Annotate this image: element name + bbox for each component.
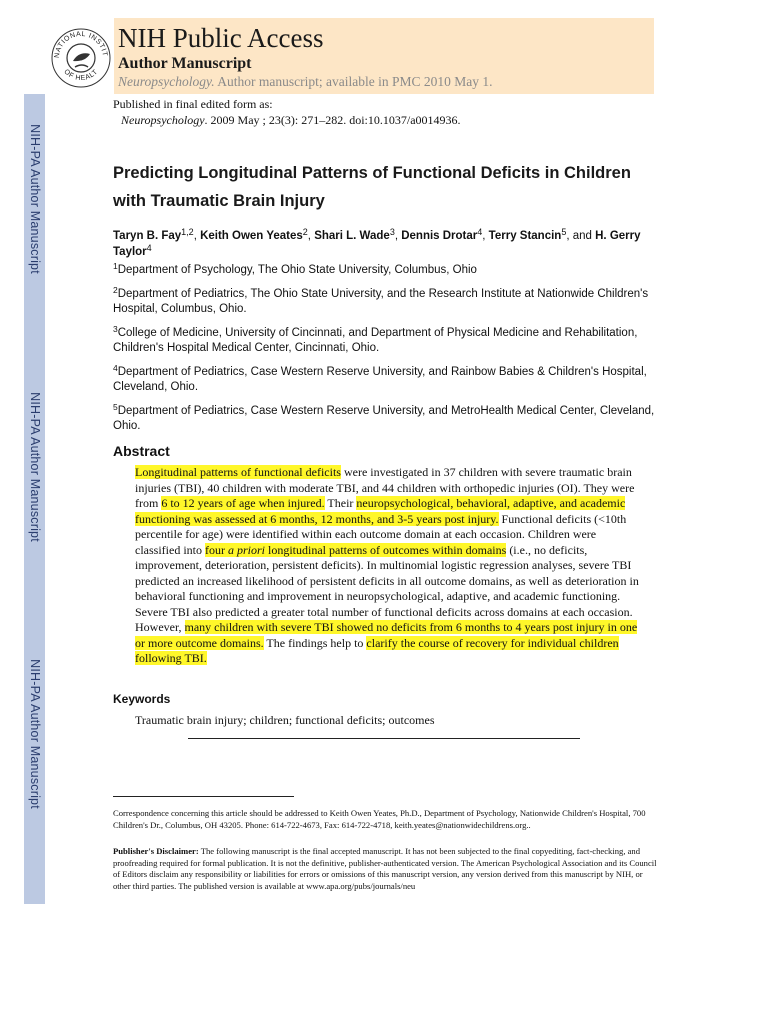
footnote-divider	[113, 796, 294, 797]
affiliations	[113, 263, 673, 443]
publisher-disclaimer: Publisher's Disclaimer: The following manuscript is the final accepted manuscript. It has not been subjected to the final copyediting, fact-checking, and proofreading required for formal publication. It is not the definitive, publisher-authenticated version. The American Psychological Association and its Council of Editors disclaim any responsibility or liabilities for errors or omissions of this manuscript version, any version derived from this manuscript by NIH, or other third parties. The published version is available at www.apa.org/pubs/journals/neu	[113, 846, 657, 891]
abstract-text: Longitudinal patterns of functional deficits were investigated in 37 children with severe traumatic brain injuries (TBI), 40 children with moderate TBI, and 44 children with orthopedic injuries (OI). They were from 6 to 12 years of age when injured. Their neuropsychological, behavioral, adaptive, and academic functioning was assessed at 6 months, 12 months, and 3-5 years post injury. Functional deficits (<10th percentile for age) were identified within each outcome domain at each occasion. Children were classified into four a priori longitudinal patterns of outcomes within domains (i.e., no deficits, improvement, deterioration, persistent deficits). In multinomial logistic regression analyses, severe TBI predicted an increased likelihood of persistent deficits in all outcome domains, as well as deterioration in behavioral functioning and improvement in neuropsychological, adaptive, and academic functioning. Severe TBI also predicted a greater total number of functional deficits across domains at each occasion. However, many children with severe TBI showed no deficits from 6 months to 4 years post injury in one or more outcome domains. The findings help to clarify the course of recovery for individual children following TBI.	[135, 465, 639, 665]
header-subtitle: Author Manuscript	[118, 55, 252, 72]
sidebar-label: NIH-PA Author Manuscript	[27, 392, 42, 542]
sidebar-label: NIH-PA Author Manuscript	[27, 659, 42, 809]
section-divider	[188, 738, 580, 739]
highlight: 6 to 12 years of age when injured.	[161, 496, 325, 510]
highlight: Longitudinal patterns of functional deficits	[135, 465, 341, 479]
logo-text-top: NATIONAL INSTIT	[53, 30, 109, 59]
affiliation: $^2$Department of Pediatrics, The Ohio State University, and the Research Institute at Nationwide Children's Hospital, Columbus, Ohio.	[113, 284, 649, 315]
highlight: many children with severe TBI showed no deficits from 6 months to 4 years post injury in one or more outcome domains.	[135, 620, 638, 650]
header-note: Neuropsychology. Author manuscript; available in PMC 2010 May 1.	[118, 74, 493, 89]
keywords-heading: Keywords	[113, 692, 171, 706]
affiliation: $^4$Department of Pediatrics, Case Western Reserve University, and Rainbow Babies & Children's Hospital, Cleveland, Ohio.	[113, 362, 647, 393]
nih-sidebar	[24, 94, 45, 904]
affiliation: $^1$Department of Psychology, The Ohio State University, Columbus, Ohio	[113, 261, 477, 276]
svg-text:OF HEALTH	[46, 18, 100, 82]
correspondence-note: Correspondence concerning this article should be addressed to Keith Owen Yeates, Ph.D., Department of Psychology, Nationwide Children's Hospital, 700 Children's Dr., Columbus, OH 43205. Phone: 614-722-4673, Fax: 614-722-4718, keith.yeates@nationwidechildrens.org..	[113, 808, 646, 830]
header-title: NIH Public Access	[118, 23, 324, 53]
nih-header	[46, 18, 654, 94]
highlight: clarify the course of recovery for individual children following TBI.	[135, 635, 619, 665]
affiliation: $^3$College of Medicine, University of Cincinnati, and Department of Physical Medicine and Rehabilitation, Children's Hospital Medical Center, Cincinnati, Ohio.	[113, 323, 638, 354]
affiliation: $^5$Department of Pediatrics, Case Western Reserve University, and MetroHealth Medical Center, Cleveland, Ohio.	[113, 401, 655, 432]
highlight: neuropsychological, behavioral, adaptive, and academic functioning was assessed at 6 months, 12 months, and 3-5 years post injury.	[135, 496, 626, 526]
logo-text-bottom: OF HEALT	[62, 68, 100, 83]
highlight: four	[204, 542, 228, 557]
article-title: Predicting Longitudinal Patterns of Functional Deficits in Children with Traumatic Brain Injury	[113, 164, 631, 210]
author-list: Taryn B. Fay$^{1,2}$, Keith Owen Yeates$^2$, Shari L. Wade$^3$, Dennis Drotar$^4$, Terry Stancin$^5$, and H. Gerry Taylor$^4$	[113, 227, 641, 258]
keywords-text: Traumatic brain injury; children; functional deficits; outcomes	[135, 713, 435, 727]
highlight: a priori	[227, 542, 265, 557]
sidebar-label: NIH-PA Author Manuscript	[27, 124, 42, 274]
highlight: longitudinal patterns of outcomes within domains	[265, 542, 507, 557]
abstract-heading: Abstract	[113, 443, 170, 459]
published-info: Published in final edited form as: Neuropsychology. 2009 May ; 23(3): 271–282. doi:10.1037/a0014936.	[113, 97, 461, 127]
nih-logo	[46, 18, 114, 94]
svg-text:NATIONAL INSTITUTES	[46, 18, 108, 58]
